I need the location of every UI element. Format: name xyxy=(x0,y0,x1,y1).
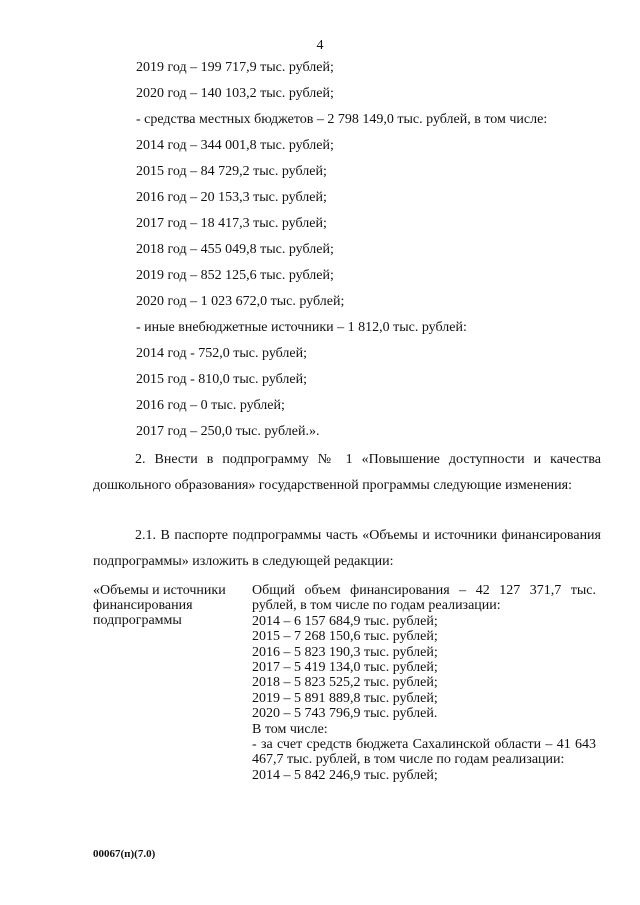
local-line-2020: 2020 год – 1 023 672,0 тыс. рублей; xyxy=(136,294,345,309)
year-line: 2014 – 6 157 684,9 тыс. рублей; xyxy=(252,613,438,629)
extra-line-2016: 2016 год – 0 тыс. рублей; xyxy=(136,398,285,413)
table-left-cell: «Объемы и источники финансирования подпрограммы xyxy=(93,583,226,628)
regional-year-line: 2014 – 5 842 246,9 тыс. рублей; xyxy=(252,767,438,783)
paragraph-2: 2. Внести в подпрограмму № 1 «Повышение доступности и качества дошкольного образования» государственной программы следующие изменения: xyxy=(93,452,601,493)
local-line-2019: 2019 год – 852 125,6 тыс. рублей; xyxy=(136,268,334,283)
local-line-2018: 2018 год – 455 049,8 тыс. рублей; xyxy=(136,242,334,257)
extra-line-2014: 2014 год - 752,0 тыс. рублей; xyxy=(136,346,308,361)
year-line: 2020 – 5 743 796,9 тыс. рублей. xyxy=(252,706,438,722)
extrabudgetary-line: - иные внебюджетные источники – 1 812,0 тыс. рублей: xyxy=(136,320,467,335)
in-that-number: В том числе: xyxy=(252,721,328,737)
local-line-2015: 2015 год – 84 729,2 тыс. рублей; xyxy=(136,164,327,179)
year-line: 2015 – 7 268 150,6 тыс. рублей; xyxy=(252,629,438,645)
local-line-2016: 2016 год – 20 153,3 тыс. рублей; xyxy=(136,190,327,205)
funding-line-2020: 2020 год – 140 103,2 тыс. рублей; xyxy=(136,86,334,101)
year-line: 2016 – 5 823 190,3 тыс. рублей; xyxy=(252,644,438,660)
regional-budget-text: - за счет средств бюджета Сахалинской области – 41 643 467,7 тыс. рублей, в том числе по годам реализации: xyxy=(252,737,596,768)
document-code: 00067(п)(7.0) xyxy=(93,848,156,860)
extra-line-2015: 2015 год - 810,0 тыс. рублей; xyxy=(136,372,308,387)
year-line: 2017 – 5 419 134,0 тыс. рублей; xyxy=(252,660,438,676)
local-line-2017: 2017 год – 18 417,3 тыс. рублей; xyxy=(136,216,327,231)
local-budgets-line: - средства местных бюджетов – 2 798 149,0 тыс. рублей, в том числе: xyxy=(136,112,548,127)
table-right-cell xyxy=(252,583,596,783)
extra-line-2017: 2017 год – 250,0 тыс. рублей.». xyxy=(136,424,320,439)
year-line: 2018 – 5 823 525,2 тыс. рублей; xyxy=(252,675,438,691)
total-funding-text: Общий объем финансирования – 42 127 371,7 тыс. рублей, в том числе по годам реализации: xyxy=(252,583,596,614)
local-line-2014: 2014 год – 344 001,8 тыс. рублей; xyxy=(136,138,334,153)
year-line: 2019 – 5 891 889,8 тыс. рублей; xyxy=(252,690,438,706)
funding-line-2019: 2019 год – 199 717,9 тыс. рублей; xyxy=(136,60,334,75)
page-number: 4 xyxy=(316,38,324,53)
paragraph-2-1: 2.1. В паспорте подпрограммы часть «Объемы и источники финансирования подпрограммы» изложить в следующей редакции: xyxy=(93,528,601,569)
